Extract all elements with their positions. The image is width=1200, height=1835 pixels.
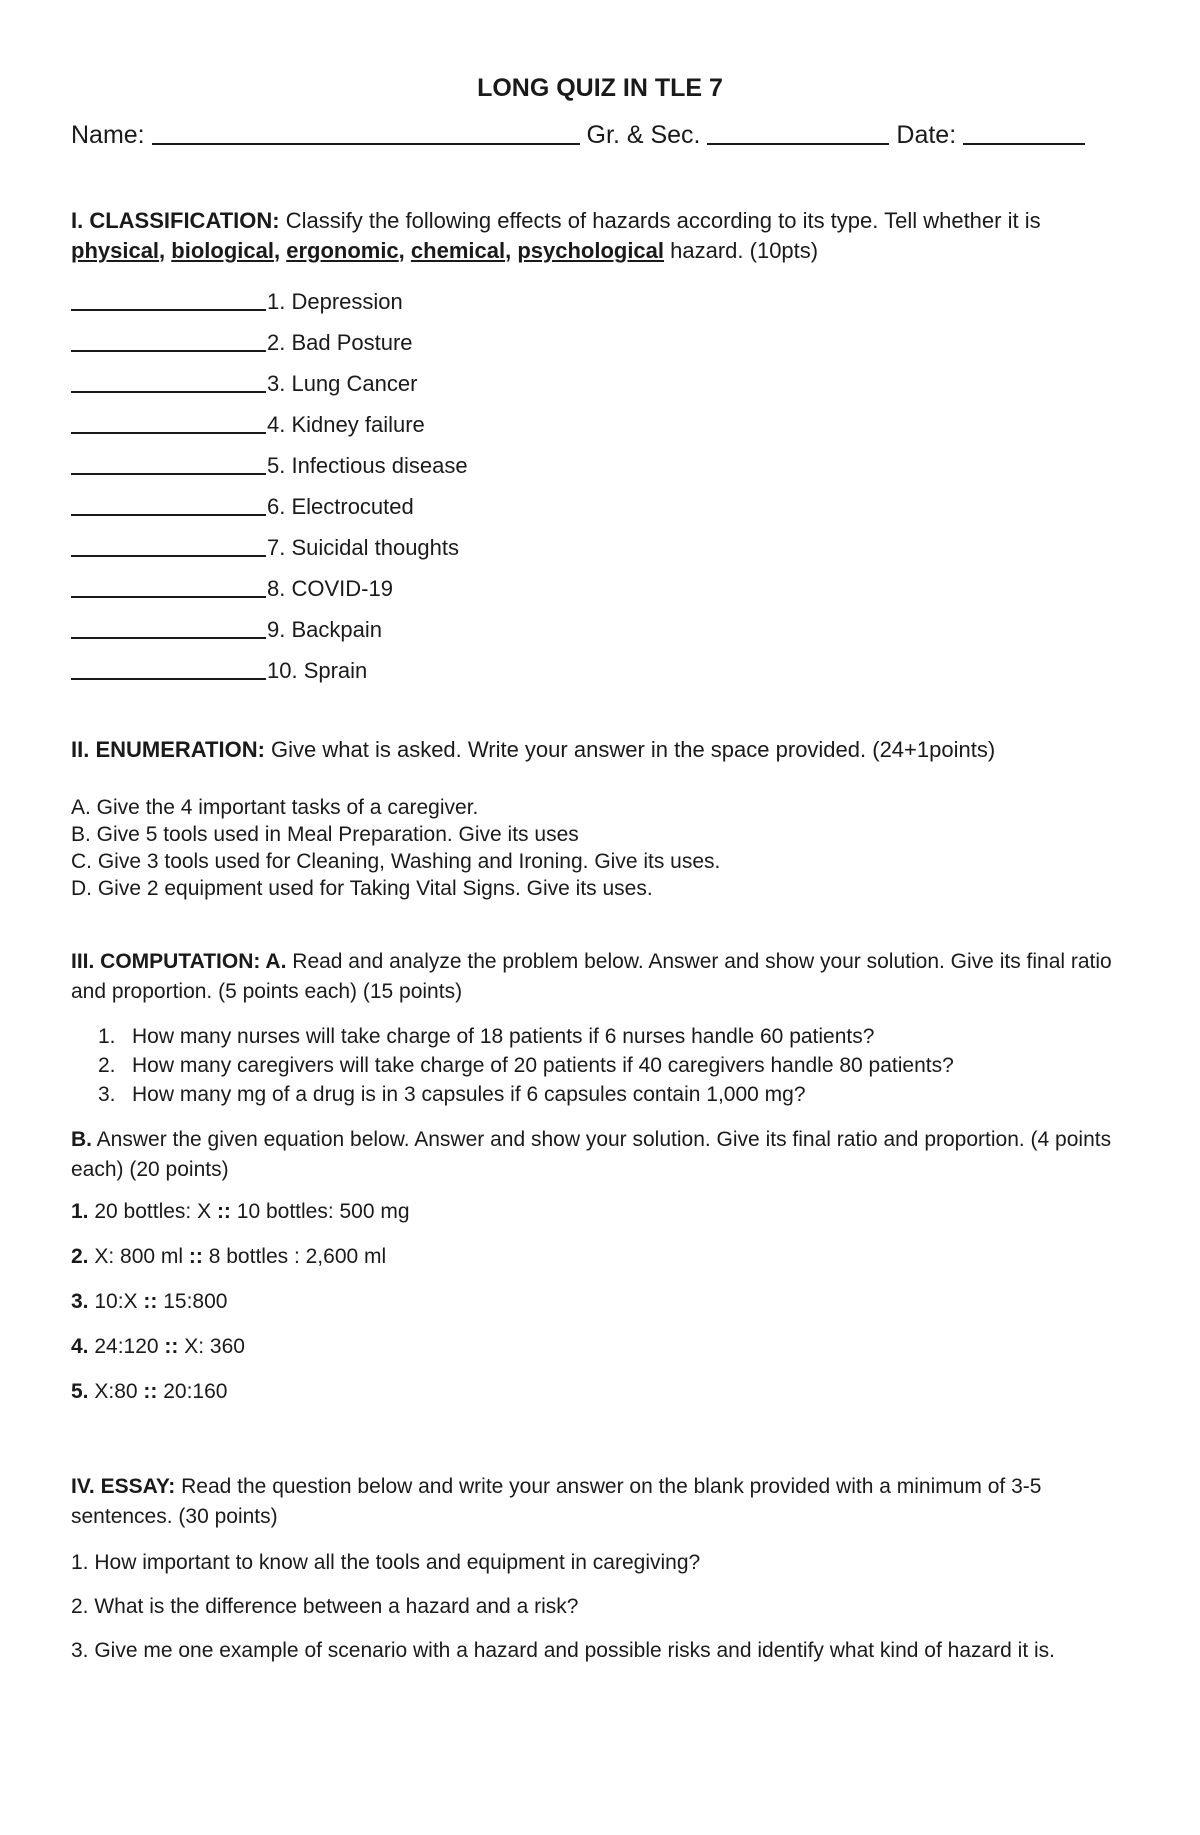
classification-instructions <box>71 206 1131 266</box>
proportion-operator: :: <box>143 1380 158 1403</box>
essay-instructions <box>71 1472 1131 1532</box>
item-text: 7. Suicidal thoughts <box>267 535 460 560</box>
item-text: 5. Infectious disease <box>267 453 468 478</box>
classification-list <box>71 286 468 696</box>
separator: , <box>398 238 411 263</box>
equation-left: 10:X <box>88 1290 144 1313</box>
item-text: 8. COVID-19 <box>267 576 393 601</box>
list-item <box>71 573 468 614</box>
separator: , <box>505 238 518 263</box>
answer-blank[interactable] <box>71 330 266 352</box>
list-item <box>71 532 468 573</box>
item-number: 1. <box>71 1200 89 1223</box>
list-item <box>71 1377 410 1422</box>
equation-left: 20 bottles: X <box>88 1200 217 1223</box>
list-item <box>71 1242 410 1287</box>
essay-heading: IV. ESSAY: <box>71 1475 176 1498</box>
section-blank[interactable] <box>707 121 889 145</box>
list-item <box>71 1332 410 1377</box>
section-label: Gr. & Sec. <box>586 121 701 149</box>
item-number: 2. <box>98 1054 116 1077</box>
item-text: 2. Bad Posture <box>267 330 413 355</box>
list-item <box>98 1022 954 1051</box>
list-item <box>71 450 468 491</box>
type-psychological: psychological <box>517 238 665 263</box>
computation-instructions <box>71 947 1131 1007</box>
list-item <box>71 368 468 409</box>
answer-blank[interactable] <box>71 412 266 434</box>
equation-left: 24:120 <box>88 1335 165 1358</box>
essay-question: 2. What is the difference between a hazard and a risk? <box>71 1595 579 1618</box>
proportion-operator: :: <box>216 1200 231 1223</box>
item-number: 2. <box>71 1245 89 1268</box>
name-label: Name: <box>71 121 145 149</box>
classification-points: hazard. (10pts) <box>664 238 819 263</box>
item-number: 4. <box>71 1335 89 1358</box>
list-item: B. Give 5 tools used in Meal Preparation. Give its uses <box>71 823 579 846</box>
answer-blank[interactable] <box>71 576 266 598</box>
type-chemical: chemical <box>410 238 506 263</box>
computation-b-instructions <box>71 1125 1131 1185</box>
item-text: How many nurses will take charge of 18 patients if 6 nurses handle 60 patients? <box>132 1025 875 1048</box>
list-item <box>98 1080 954 1109</box>
enumeration-heading: II. ENUMERATION: <box>71 737 265 762</box>
list-item <box>71 1197 410 1242</box>
student-info-line <box>71 121 1151 150</box>
essay-instruction: Read the question below and write your answer on the blank provided with a minimum of 3-5 sentences. (30 points) <box>71 1475 1042 1528</box>
separator: , <box>273 238 287 263</box>
answer-blank[interactable] <box>71 371 266 393</box>
list-item <box>71 1287 410 1332</box>
item-text: 3. Lung Cancer <box>267 371 418 396</box>
proportion-operator: :: <box>188 1245 203 1268</box>
list-item <box>71 327 468 368</box>
list-item <box>71 409 468 450</box>
list-item <box>71 614 468 655</box>
equation-right: 8 bottles : 2,600 ml <box>202 1245 387 1268</box>
answer-blank[interactable] <box>71 453 266 475</box>
separator: , <box>159 238 172 263</box>
answer-blank[interactable] <box>71 535 266 557</box>
item-number: 3. <box>71 1290 89 1313</box>
equation-right: 15:800 <box>157 1290 228 1313</box>
list-item <box>71 655 468 696</box>
enumeration-list <box>71 794 720 902</box>
enumeration-instructions <box>71 735 1131 765</box>
computation-b-heading: B. <box>71 1128 92 1151</box>
type-biological: biological <box>171 238 274 263</box>
equation-right: 20:160 <box>157 1380 228 1403</box>
essay-question: 3. Give me one example of scenario with a hazard and possible risks and identify what kind of hazard it is. <box>71 1639 1056 1662</box>
classification-heading: I. CLASSIFICATION: <box>71 208 280 233</box>
computation-instruction: Read and analyze the problem below. Answer and show your solution. Give its final ratio and proportion. (5 points each) (15 points) <box>71 950 1112 1003</box>
item-number: 5. <box>71 1380 89 1403</box>
item-number: 3. <box>98 1083 116 1106</box>
date-blank[interactable] <box>963 121 1085 145</box>
item-text: 9. Backpain <box>267 617 382 642</box>
equation-list <box>71 1197 410 1422</box>
answer-blank[interactable] <box>71 494 266 516</box>
essay-question: 1. How important to know all the tools and equipment in caregiving? <box>71 1551 701 1574</box>
page-title: LONG QUIZ IN TLE 7 <box>477 74 723 102</box>
list-item: A. Give the 4 important tasks of a caregiver. <box>71 796 479 819</box>
equation-right: X: 360 <box>178 1335 245 1358</box>
item-text: 6. Electrocuted <box>267 494 414 519</box>
list-item <box>71 286 468 327</box>
item-text: How many caregivers will take charge of 20 patients if 40 caregivers handle 80 patients? <box>132 1054 954 1077</box>
item-text: 4. Kidney failure <box>267 412 425 437</box>
computation-heading: III. COMPUTATION: A. <box>71 950 287 973</box>
equation-right: 10 bottles: 500 mg <box>230 1200 410 1223</box>
item-text: 1. Depression <box>267 289 403 314</box>
equation-left: X:80 <box>88 1380 144 1403</box>
equation-left: X: 800 ml <box>88 1245 189 1268</box>
type-ergonomic: ergonomic <box>286 238 399 263</box>
item-text: How many mg of a drug is in 3 capsules if 6 capsules contain 1,000 mg? <box>132 1083 806 1106</box>
list-item <box>98 1051 954 1080</box>
type-physical: physical <box>71 238 160 263</box>
list-item: C. Give 3 tools used for Cleaning, Washing and Ironing. Give its uses. <box>71 850 721 873</box>
computation-b-instruction: Answer the given equation below. Answer and show your solution. Give its final ratio and proportion. (4 points each) (20 points) <box>71 1128 1112 1181</box>
answer-blank[interactable] <box>71 617 266 639</box>
list-item: D. Give 2 equipment used for Taking Vital Signs. Give its uses. <box>71 877 653 900</box>
item-text: 10. Sprain <box>267 658 368 683</box>
list-item <box>71 491 468 532</box>
item-number: 1. <box>98 1025 116 1048</box>
enumeration-instruction: Give what is asked. Write your answer in the space provided. (24+1points) <box>264 737 996 762</box>
answer-blank[interactable] <box>71 658 266 680</box>
proportion-operator: :: <box>164 1335 179 1358</box>
proportion-operator: :: <box>143 1290 158 1313</box>
classification-instruction: Classify the following effects of hazards according to its type. Tell whether it is <box>279 208 1041 233</box>
answer-blank[interactable] <box>71 289 266 311</box>
name-blank[interactable] <box>152 121 580 145</box>
date-label: Date: <box>896 121 957 149</box>
computation-problem-list <box>98 1022 954 1109</box>
